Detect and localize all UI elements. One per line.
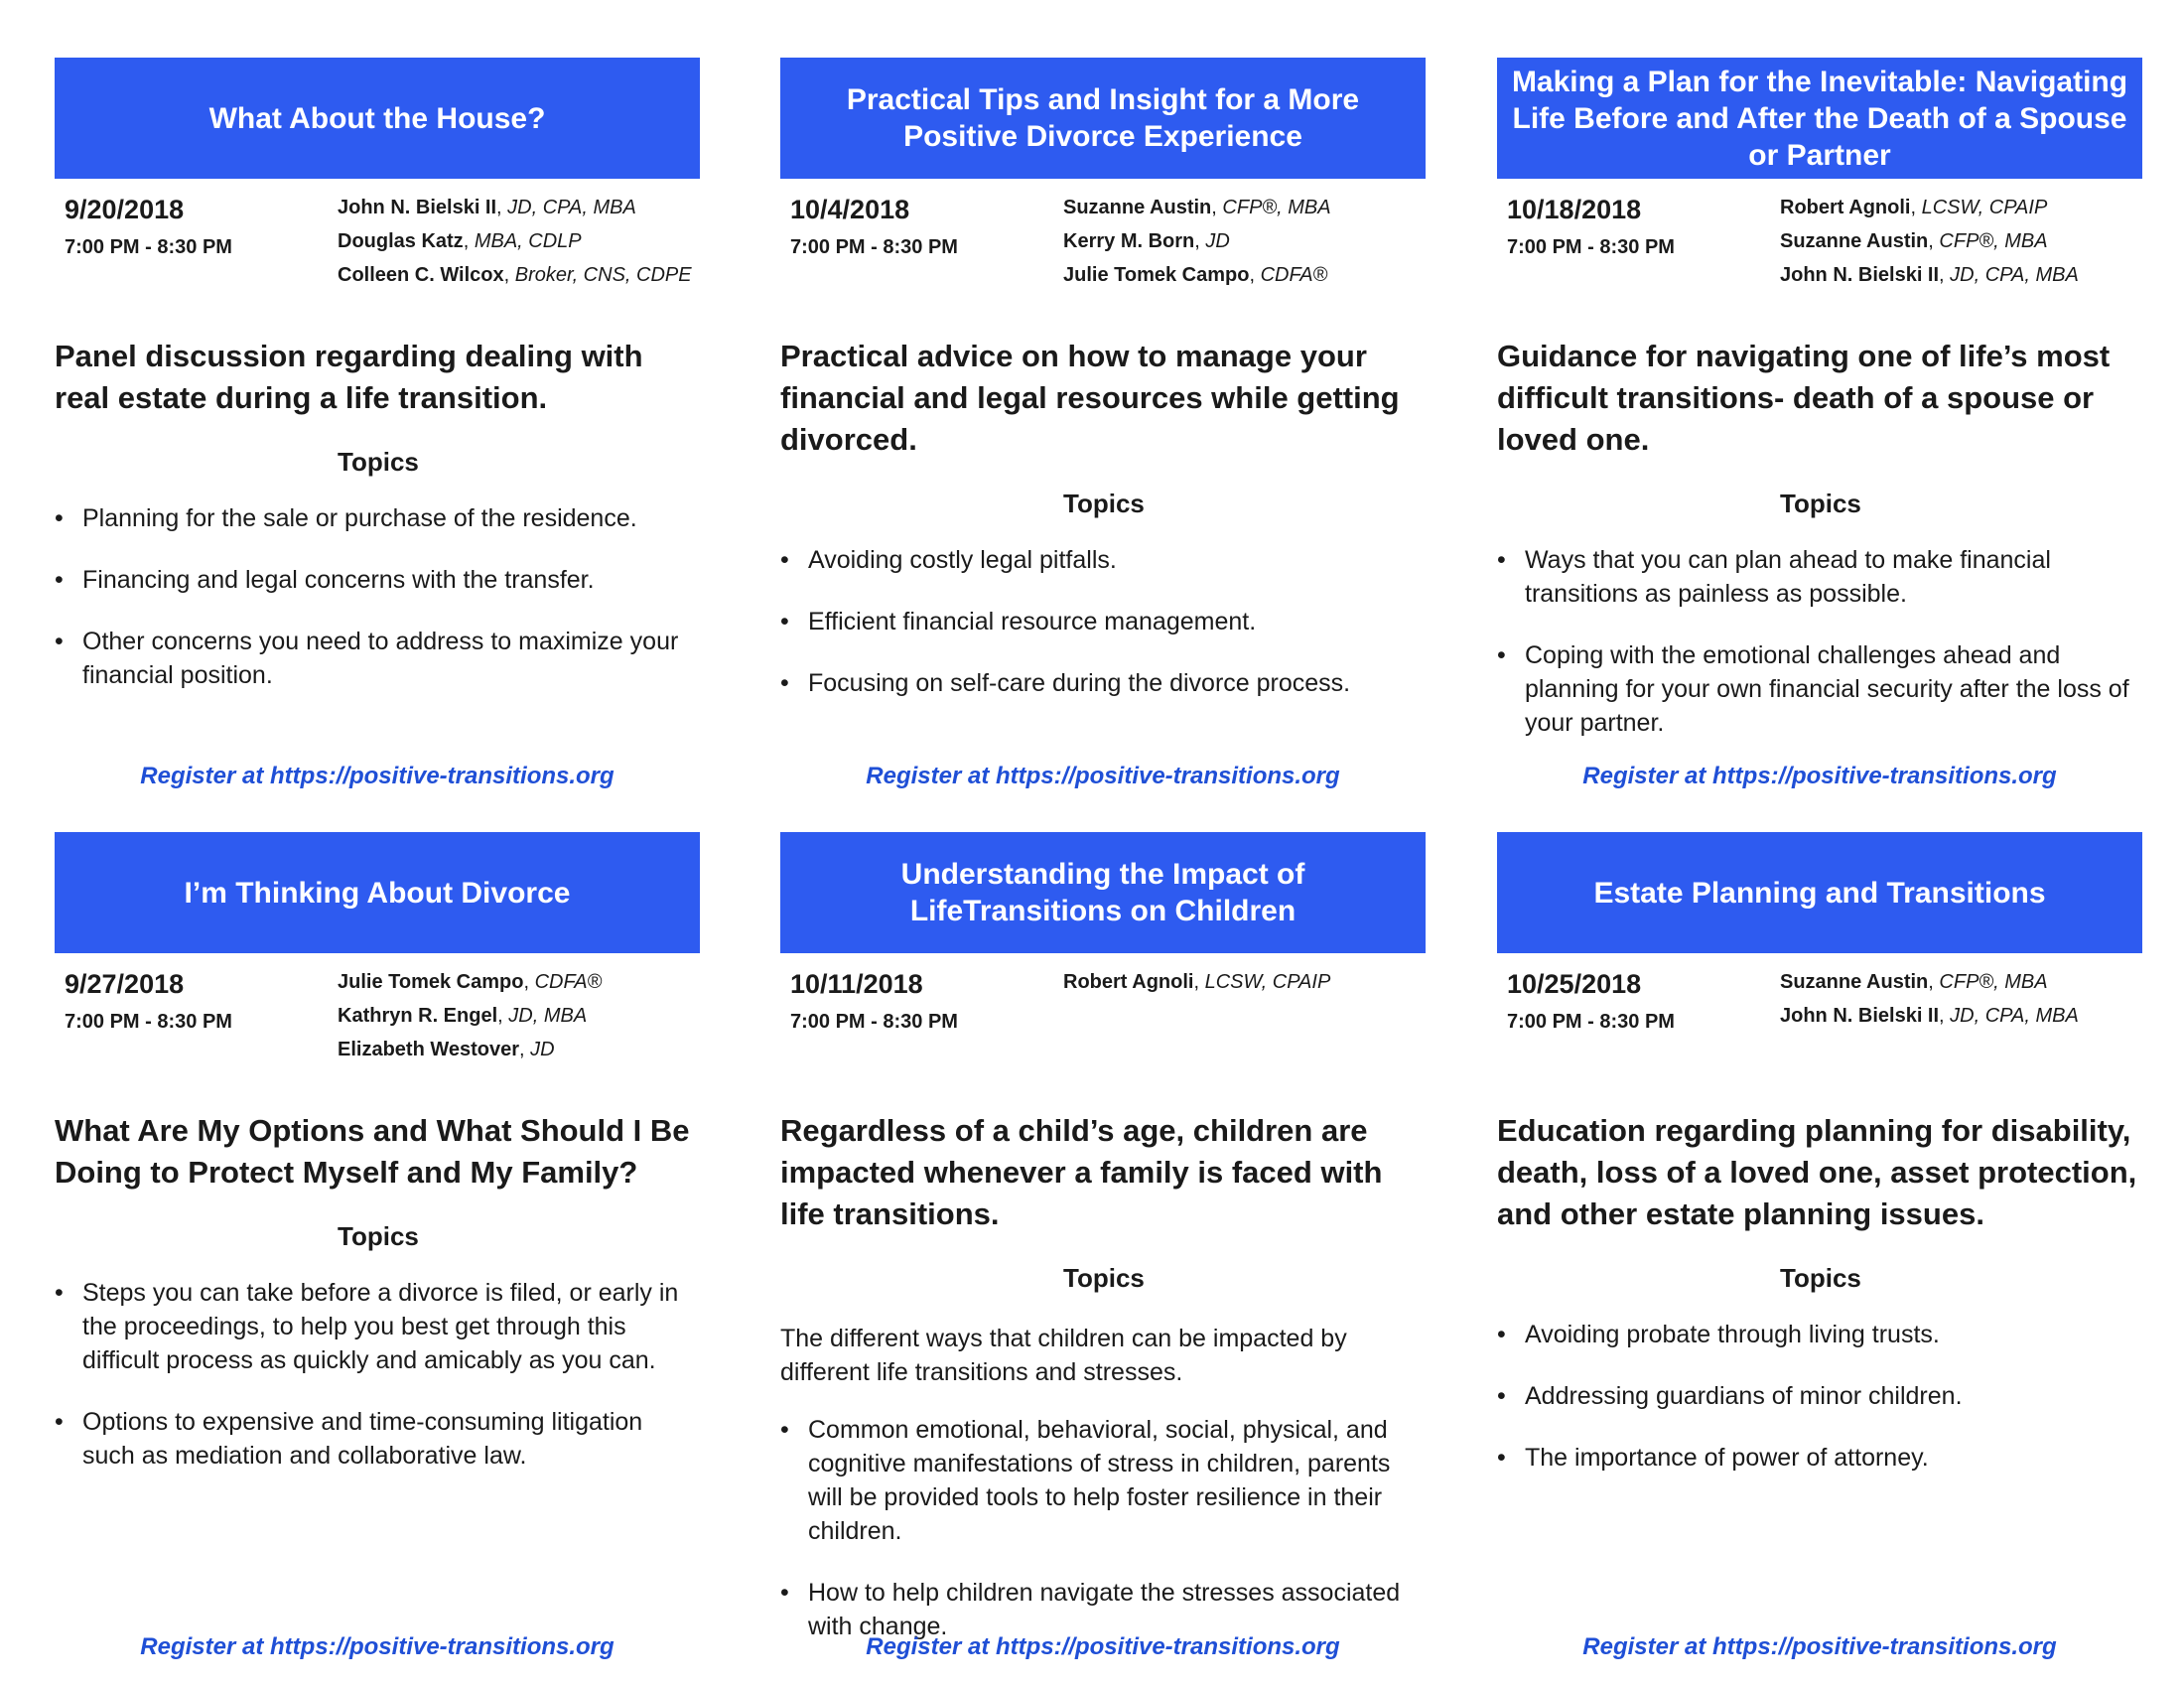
- topic-text: Coping with the emotional challenges ahead and planning for your own financial security after the loss of your partner.: [1525, 641, 2129, 737]
- topics-heading: Topics: [1063, 1263, 1145, 1293]
- bullet-icon: •: [1497, 1444, 1506, 1472]
- bullet-icon: •: [780, 608, 789, 635]
- topics-list: [55, 1276, 700, 1473]
- topic-item: [1497, 638, 2142, 740]
- session-title-banner: I’m Thinking About Divorce: [55, 832, 700, 953]
- presenter-list: [338, 965, 700, 1066]
- presenter: Robert Agnoli, LCSW, CPAIP: [1780, 197, 2048, 218]
- topics-heading: Topics: [338, 447, 419, 477]
- presenter: Colleen C. Wilcox, Broker, CNS, CDPE: [338, 264, 692, 286]
- session-title-banner: Making a Plan for the Inevitable: Navigating Life Before and After the Death of a Spouse or Partner: [1497, 58, 2142, 179]
- topic-text: Other concerns you need to address to maximize your financial position.: [82, 628, 679, 689]
- session-time: 7:00 PM - 8:30 PM: [790, 1011, 958, 1033]
- bullet-icon: •: [1497, 641, 1506, 669]
- presenter-name: Robert Agnoli: [1780, 197, 1911, 218]
- session-date: 10/11/2018: [790, 969, 923, 999]
- presenter-credentials: Broker, CNS, CDPE: [514, 264, 692, 286]
- presenter-credentials: CDFA®: [1260, 264, 1328, 286]
- session-meta: [780, 179, 1426, 328]
- bullet-icon: •: [780, 669, 789, 697]
- topics-intro: The different ways that children can be impacted by different life transitions and stresses.: [780, 1325, 1347, 1386]
- session-description: Guidance for navigating one of life’s most difficult transitions- death of a spouse or loved one.: [1497, 339, 2111, 457]
- topic-text: Financing and legal concerns with the transfer.: [82, 566, 595, 594]
- topic-item: [1497, 1379, 2142, 1413]
- topic-text: Efficient financial resource management.: [808, 608, 1257, 635]
- presenter-credentials: JD, CPA, MBA: [1950, 264, 2079, 286]
- session-time: 7:00 PM - 8:30 PM: [65, 1011, 232, 1033]
- topic-text: Steps you can take before a divorce is filed, or early in the proceedings, to help you best get through this difficult process as quickly and amicably as you can.: [82, 1279, 679, 1374]
- topic-item: [1497, 543, 2142, 611]
- register-link[interactable]: Register at https://positive-transitions.org: [140, 763, 614, 789]
- presenter-credentials: LCSW, CPAIP: [1204, 971, 1331, 993]
- presenter-name: Julie Tomek Campo: [338, 971, 524, 993]
- bullet-icon: •: [1497, 1382, 1506, 1410]
- session-title-banner: Practical Tips and Insight for a More Positive Divorce Experience: [780, 58, 1426, 179]
- presenter: John N. Bielski II, JD, CPA, MBA: [338, 197, 636, 218]
- topic-item: [780, 1413, 1426, 1548]
- register-link[interactable]: Register at https://positive-transitions.org: [1582, 763, 2057, 789]
- session-meta: [780, 953, 1426, 1102]
- presenter-name: Robert Agnoli: [1063, 971, 1194, 993]
- topic-text: The importance of power of attorney.: [1525, 1444, 1929, 1472]
- session-panel: [1497, 832, 2142, 1502]
- session-description: Regardless of a child’s age, children are impacted whenever a family is faced with life transitions.: [780, 1113, 1383, 1231]
- bullet-icon: •: [55, 1408, 64, 1436]
- topic-item: [780, 666, 1426, 700]
- session-description: What Are My Options and What Should I Be Doing to Protect Myself and My Family?: [55, 1113, 690, 1190]
- session-description: Education regarding planning for disability, death, loss of a loved one, asset protection, and other estate planning issues.: [1497, 1113, 2137, 1231]
- presenter-credentials: JD, MBA: [508, 1005, 588, 1027]
- bullet-icon: •: [55, 1279, 64, 1307]
- topics-list: [1497, 543, 2142, 740]
- presenter: Elizabeth Westover, JD: [338, 1039, 555, 1060]
- session-description: Panel discussion regarding dealing with real estate during a life transition.: [55, 339, 643, 415]
- presenter-list: [338, 191, 700, 292]
- bullet-icon: •: [780, 1416, 789, 1444]
- presenter-name: Suzanne Austin: [1780, 971, 1929, 993]
- presenter: Douglas Katz, MBA, CDLP: [338, 230, 582, 252]
- topic-text: Common emotional, behavioral, social, physical, and cognitive manifestations of stress in children, parents will be provided tools to help foster resilience in their children.: [808, 1416, 1391, 1545]
- session-meta: [55, 953, 700, 1102]
- session-time: 7:00 PM - 8:30 PM: [65, 236, 232, 258]
- bullet-icon: •: [55, 566, 64, 594]
- presenter-name: Julie Tomek Campo: [1063, 264, 1250, 286]
- session-description: Practical advice on how to manage your financial and legal resources while getting divorced.: [780, 339, 1400, 457]
- topics-heading: Topics: [338, 1221, 419, 1251]
- presenter-credentials: CFP®, MBA: [1939, 971, 2048, 993]
- session-panel: [55, 58, 700, 720]
- topics-heading: Topics: [1780, 489, 1861, 518]
- bullet-icon: •: [1497, 1321, 1506, 1348]
- topic-item: [1497, 1318, 2142, 1351]
- presenter-name: Suzanne Austin: [1063, 197, 1212, 218]
- presenter-name: Colleen C. Wilcox: [338, 264, 504, 286]
- presenter: Suzanne Austin, CFP®, MBA: [1780, 971, 2048, 993]
- session-title-banner: What About the House?: [55, 58, 700, 179]
- topics-heading: Topics: [1063, 489, 1145, 518]
- session-meta: [1497, 179, 2142, 328]
- topic-item: [55, 563, 700, 597]
- session-panel: [780, 58, 1426, 728]
- topic-text: Avoiding probate through living trusts.: [1525, 1321, 1940, 1348]
- session-date: 10/25/2018: [1507, 969, 1642, 999]
- presenter-credentials: LCSW, CPAIP: [1921, 197, 2048, 218]
- presenter: Kerry M. Born, JD: [1063, 230, 1230, 252]
- presenter-name: John N. Bielski II: [1780, 1005, 1940, 1027]
- presenter-name: Douglas Katz: [338, 230, 464, 252]
- presenter-name: Kerry M. Born: [1063, 230, 1195, 252]
- topic-text: How to help children navigate the stresses associated with change.: [808, 1579, 1401, 1640]
- topics-list: [1497, 1318, 2142, 1475]
- session-date: 10/18/2018: [1507, 195, 1642, 224]
- topics-list: [55, 501, 700, 692]
- presenter-name: Kathryn R. Engel: [338, 1005, 498, 1027]
- session-date: 10/4/2018: [790, 195, 910, 224]
- topic-item: [780, 543, 1426, 577]
- topics-list: [780, 543, 1426, 700]
- bullet-icon: •: [1497, 546, 1506, 574]
- session-time: 7:00 PM - 8:30 PM: [790, 236, 958, 258]
- presenter: Julie Tomek Campo, CDFA®: [1063, 264, 1328, 286]
- session-time: 7:00 PM - 8:30 PM: [1507, 236, 1675, 258]
- presenter-name: Suzanne Austin: [1780, 230, 1929, 252]
- presenter-name: Elizabeth Westover: [338, 1039, 520, 1060]
- topic-text: Avoiding costly legal pitfalls.: [808, 546, 1117, 574]
- session-meta: [1497, 953, 2142, 1102]
- presenter-credentials: CDFA®: [534, 971, 603, 993]
- presenter-list: [1780, 965, 2142, 1033]
- topic-item: [55, 1405, 700, 1473]
- presenter-credentials: JD, CPA, MBA: [507, 197, 636, 218]
- register-link[interactable]: Register at https://positive-transitions.org: [1582, 1633, 2057, 1660]
- presenter-credentials: JD: [530, 1039, 555, 1060]
- session-title-banner: Understanding the Impact of LifeTransitions on Children: [780, 832, 1426, 953]
- topic-item: [1497, 1441, 2142, 1475]
- presenter-list: [1780, 191, 2142, 292]
- presenter-credentials: JD, CPA, MBA: [1950, 1005, 2079, 1027]
- presenter-credentials: JD: [1205, 230, 1230, 252]
- presenter-list: [1063, 191, 1426, 292]
- session-date: 9/27/2018: [65, 969, 185, 999]
- presenter: John N. Bielski II, JD, CPA, MBA: [1780, 1005, 2079, 1027]
- register-link[interactable]: Register at https://positive-transitions.org: [866, 763, 1340, 789]
- bullet-icon: •: [55, 504, 64, 532]
- presenter-credentials: CFP®, MBA: [1222, 197, 1331, 218]
- presenter: John N. Bielski II, JD, CPA, MBA: [1780, 264, 2079, 286]
- presenter: Robert Agnoli, LCSW, CPAIP: [1063, 971, 1331, 993]
- presenter-name: John N. Bielski II: [338, 197, 497, 218]
- session-panel: [55, 832, 700, 1500]
- register-link[interactable]: Register at https://positive-transitions.org: [866, 1633, 1340, 1660]
- topic-text: Focusing on self-care during the divorce process.: [808, 669, 1351, 697]
- topic-item: [780, 605, 1426, 638]
- session-panel: [1497, 58, 2142, 768]
- presenter: Suzanne Austin, CFP®, MBA: [1063, 197, 1331, 218]
- presenter: Suzanne Austin, CFP®, MBA: [1780, 230, 2048, 252]
- session-time: 7:00 PM - 8:30 PM: [1507, 1011, 1675, 1033]
- bullet-icon: •: [55, 628, 64, 655]
- topic-text: Ways that you can plan ahead to make financial transitions as painless as possible.: [1525, 546, 2051, 608]
- register-link[interactable]: Register at https://positive-transitions.org: [140, 1633, 614, 1660]
- session-meta: [55, 179, 700, 328]
- session-title-banner: Estate Planning and Transitions: [1497, 832, 2142, 953]
- topic-text: Addressing guardians of minor children.: [1525, 1382, 1963, 1410]
- presenter-name: John N. Bielski II: [1780, 264, 1940, 286]
- topic-item: [55, 501, 700, 535]
- topic-item: [55, 625, 700, 692]
- bullet-icon: •: [780, 546, 789, 574]
- presenter-credentials: CFP®, MBA: [1939, 230, 2048, 252]
- presenter-list: [1063, 965, 1426, 999]
- presenter-credentials: MBA, CDLP: [474, 230, 582, 252]
- topic-text: Planning for the sale or purchase of the residence.: [82, 504, 637, 532]
- topics-heading: Topics: [1780, 1263, 1861, 1293]
- topics-list: [780, 1413, 1426, 1643]
- topic-item: [55, 1276, 700, 1377]
- session-panel: [780, 832, 1426, 1671]
- session-date: 9/20/2018: [65, 195, 185, 224]
- presenter: Kathryn R. Engel, JD, MBA: [338, 1005, 588, 1027]
- topic-text: Options to expensive and time-consuming litigation such as mediation and collaborative law.: [82, 1408, 643, 1470]
- bullet-icon: •: [780, 1579, 789, 1607]
- presenter: Julie Tomek Campo, CDFA®: [338, 971, 603, 993]
